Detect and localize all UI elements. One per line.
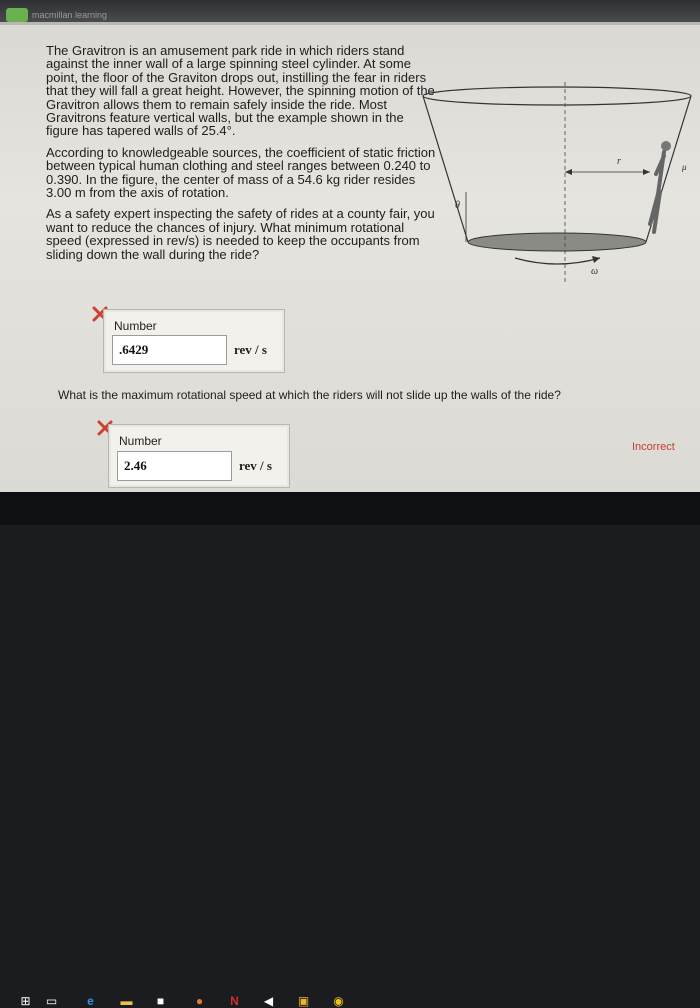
answer-2-panel [108, 424, 290, 488]
question-paragraph-2: According to knowledgeable sources, the coefficient of static friction between typical human clothing and steel ranges between 0.240 to 0.390. In the figure, the center of mass of a 54.6 kg rider resides 3.00 m from the axis of rotation. [46, 144, 436, 201]
incorrect-status: Incorrect [632, 441, 675, 453]
brand-logo [6, 8, 28, 22]
answer-2-units: rev / s [239, 458, 272, 473]
task-view-icon[interactable]: ▭ [45, 994, 58, 1008]
answer-1-input[interactable]: .6429 [112, 335, 227, 365]
file-explorer-icon[interactable]: ▬ [120, 994, 133, 1008]
gravitron-figure [420, 74, 700, 294]
netflix-icon[interactable]: N [230, 994, 239, 1008]
windows-icon[interactable]: ⊞ [20, 994, 31, 1008]
photos-icon[interactable]: ▣ [297, 994, 310, 1008]
brand-name: macmillan learning [32, 10, 108, 20]
rider-figure [650, 141, 671, 232]
answer-2-input[interactable]: 2.46 [117, 451, 232, 481]
app-icon[interactable]: ◀ [263, 994, 274, 1008]
question-paragraph-3: As a safety expert inspecting the safety of rides at a county fair, you want to reduce the chances of injury. What minimum rotational speed (expressed in rev/s) is needed to keep the occupants from sliding down the wall during the ride? [46, 206, 435, 262]
theta-label: θ [455, 200, 460, 211]
radius-label: r [617, 156, 621, 167]
answer-1-label: Number [114, 319, 157, 333]
question-text [46, 44, 436, 269]
divider [0, 22, 700, 25]
top-bar [0, 0, 700, 22]
mu-label: μ [682, 162, 687, 172]
question-paragraph-1: The Gravitron is an amusement park ride in which riders stand against the inner wall of a large spinning steel cylinder. At some point, the floor of the Graviton drops out, instilling the fear in riders that they will fall a great height. However, the spinning motion of the Gravitron allows them to remain safely inside the ride. Most Gravitrons feature vertical walls, but the example shown in the figure has tapered walls of 25.4°. [46, 43, 435, 139]
question-2-text: What is the maximum rotational speed at which the riders will not slide up the walls of the ride? [58, 388, 561, 402]
taskbar [0, 492, 700, 1008]
answer-2-label: Number [119, 434, 162, 448]
edge-icon[interactable]: e [87, 994, 94, 1008]
omega-label: ω [591, 266, 599, 277]
answer-1-panel [103, 309, 285, 373]
firefox-icon[interactable]: ● [195, 994, 204, 1008]
chrome-icon[interactable]: ◉ [333, 994, 344, 1008]
browser-screen [0, 0, 700, 492]
store-icon[interactable]: ■ [156, 994, 165, 1008]
answer-1-units: rev / s [234, 342, 267, 357]
